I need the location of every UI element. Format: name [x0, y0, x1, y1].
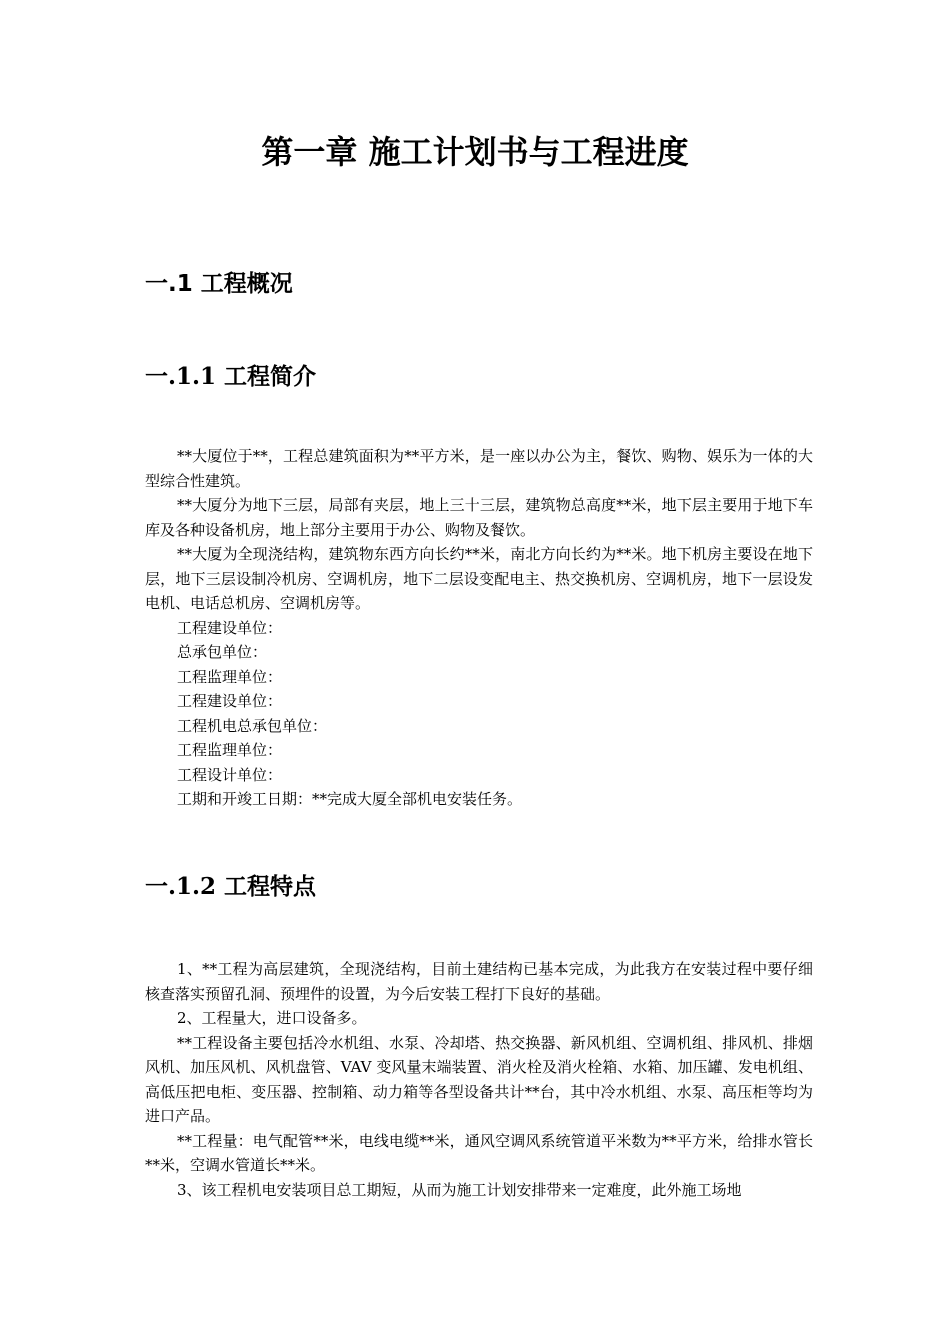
subsection-heading-intro: 一.1.1 工程简介 [145, 363, 317, 390]
info-line-designer: 工程设计单位： [177, 765, 283, 784]
features-paragraph: 3、该工程机电安装项目总工期短，从而为施工计划安排带来一定难度，此外施工场地 [177, 1180, 742, 1199]
features-paragraph: 1、**工程为高层建筑，全现浇结构，目前土建结构已基本完成，为此我方在安装过程中要仔细核查落实预留孔洞、预埋件的设置，为今后安装工程打下良好的基础。 [145, 960, 813, 1003]
info-line-mep-contractor: 工程机电总承包单位： [177, 716, 328, 735]
info-line-general-contractor: 总承包单位： [177, 643, 268, 661]
info-line-owner: 工程建设单位： [177, 618, 283, 637]
info-line-supervisor-2: 工程监理单位： [177, 741, 283, 759]
subsection-heading-features: 一.1.2 工程特点 [145, 873, 317, 900]
features-paragraph: **工程量：电气配管**米，电线电缆**米，通风空调风系统管道平米数为**平方米，给排水管长**米，空调水管道长**米。 [145, 1131, 813, 1174]
intro-body [145, 444, 813, 812]
intro-paragraph: **大厦分为地下三层，局部有夹层，地上三十三层，建筑物总高度**米，地下层主要用于地下车库及各种设备机房，地上部分主要用于办公、购物及餐饮。 [145, 496, 813, 539]
chapter-title: 第一章 施工计划书与工程进度 [261, 133, 689, 171]
features-paragraph: 2、工程量大，进口设备多。 [177, 1009, 367, 1027]
section-heading-overview: 一.1 工程概况 [145, 271, 293, 297]
info-line-owner-2: 工程建设单位： [177, 692, 283, 710]
info-line-supervisor: 工程监理单位： [177, 667, 283, 686]
intro-paragraph: **大厦为全现浇结构，建筑物东西方向长约**米，南北方向长约为**米。地下机房主要设在地下层，地下三层设制冷机房、空调机房，地下二层设变配电主、热交换机房、空调机房，地下一层设发电机、电话总机房、空调机房等。 [145, 545, 813, 612]
features-paragraph: **工程设备主要包括冷水机组、水泵、冷却塔、热交换器、新风机组、空调机组、排风机、排烟风机、加压风机、风机盘管、VAV 变风量末端装置、消火栓及消火栓箱、水箱、加压罐、发电机组、高低压把电柜、变压器、控制箱、动力箱等各型设备共计**台，其中冷水机组、水泵、高压柜等均为进口产品。 [145, 1033, 813, 1125]
intro-paragraph: **大厦位于**，工程总建筑面积为**平方米，是一座以办公为主，餐饮、购物、娱乐为一体的大型综合性建筑。 [145, 447, 813, 490]
features-body [145, 957, 813, 1202]
info-line-schedule: 工期和开竣工日期：**完成大厦全部机电安装任务。 [177, 790, 523, 808]
